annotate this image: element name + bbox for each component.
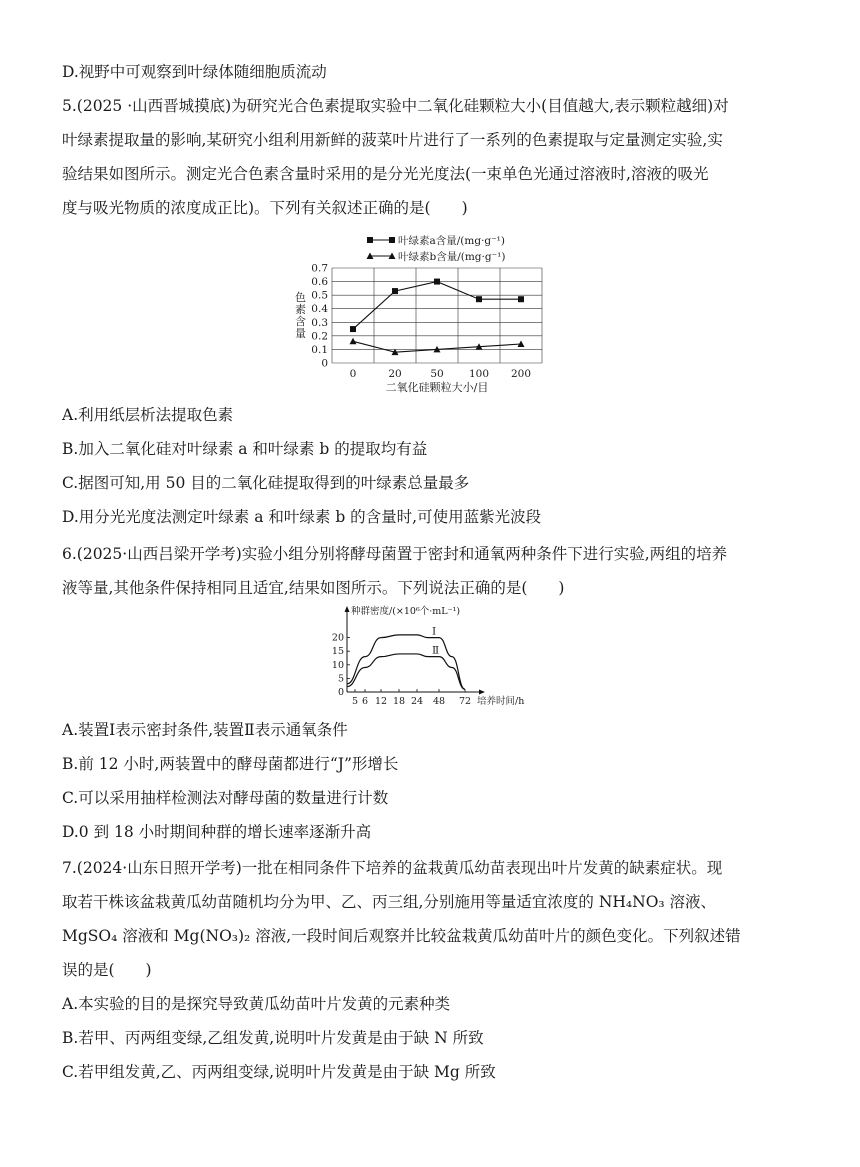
data-point-triangle: [350, 338, 357, 345]
y-tick-label: 0.4: [311, 303, 328, 316]
y-tick-label: 15: [331, 646, 344, 658]
data-point-square: [350, 326, 356, 332]
x-axis-label: 培养时间/h: [477, 696, 525, 707]
data-point-square: [434, 279, 440, 285]
question-6-stem: 液等量,其他条件保持相同且适宜,结果如图所示。下列说法正确的是( ): [62, 579, 565, 597]
option-6b: B.前 12 小时,两装置中的酵母菌都进行“J”形增长: [62, 755, 399, 773]
figure-pigment-chart: [280, 230, 580, 398]
question-7-stem: 7.(2024·山东日照开学考)一批在相同条件下培养的盆栽黄瓜幼苗表现出叶片发黄的缺素症状。现: [62, 859, 723, 877]
y-tick-label: 5: [337, 673, 344, 685]
x-tick-label: 200: [510, 368, 532, 380]
option-5d: D.用分光光度法测定叶绿素 a 和叶绿素 b 的含量时,可使用蓝紫光波段: [62, 508, 542, 526]
y-tick-label: 0.3: [311, 316, 328, 329]
option-6c: C.可以采用抽样检测法对酵母菌的数量进行计数: [62, 789, 389, 807]
data-point-square: [476, 296, 482, 302]
y-tick-label: 0.2: [311, 330, 328, 343]
yeast-density-chart: [325, 604, 545, 710]
option-5d: D.视野中可观察到叶绿体随细胞质流动: [62, 63, 327, 81]
data-point-square: [392, 288, 398, 294]
x-tick-label: 0: [349, 368, 357, 380]
option-6d: D.0 到 18 小时期间种群的增长速率逐渐升高: [62, 823, 372, 841]
option-7b: B.若甲、丙两组变绿,乙组发黄,说明叶片发黄是由于缺 N 所致: [62, 1029, 484, 1047]
question-7-stem: 误的是( ): [62, 961, 152, 979]
y-tick-label: 0.7: [311, 262, 328, 275]
question-5-stem: 验结果如图所示。测定光合色素含量时采用的是分光光度法(一束单色光通过溶液时,溶液的吸光: [62, 165, 709, 183]
y-tick-label: 0.5: [311, 289, 328, 302]
y-tick-label: 10: [331, 659, 344, 671]
y-axis-label: 种群密度/(×10⁶个·mL⁻¹): [351, 606, 461, 617]
option-6a: A.装置Ⅰ表示密封条件,装置Ⅱ表示通氧条件: [62, 721, 348, 739]
data-point-square: [518, 296, 524, 302]
legend-marker-square: [367, 237, 373, 243]
question-5-stem: 度与吸光物质的浓度成正比)。下列有关叙述正确的是( ): [62, 199, 468, 217]
population-curve: [347, 635, 465, 689]
x-tick-label: 72: [458, 696, 472, 707]
question-7-stem: MgSO₄ 溶液和 Mg(NO₃)₂ 溶液,一段时间后观察并比较盆栽黄瓜幼苗叶片的颜色变化。下列叙述错: [62, 927, 741, 945]
curve-label: Ⅱ: [432, 644, 440, 657]
question-5-stem: 叶绿素提取量的影响,某研究小组利用新鲜的菠菜叶片进行了一系列的色素提取与定量测定实验,实: [62, 131, 723, 149]
legend-label: 叶绿素b含量/(mg·g⁻¹): [398, 251, 506, 263]
pigment-line-chart: [280, 230, 580, 398]
question-5-stem: 5.(2025 ·山西晋城摸底)为研究光合色素提取实验中二氧化硅颗粒大小(目值越大,表示颗粒越细)对: [62, 97, 729, 115]
x-tick-label: 18: [392, 696, 406, 707]
option-5a: A.利用纸层析法提取色素: [62, 406, 234, 424]
y-axis-label: 色素含量: [293, 291, 307, 340]
x-tick-label: 20: [388, 368, 402, 380]
y-tick-label: 0: [337, 687, 344, 698]
y-tick-label: 20: [331, 632, 344, 644]
x-tick-label: 24: [410, 696, 424, 707]
series-line: [353, 282, 521, 329]
x-tick-label: 100: [468, 368, 490, 380]
x-tick-label: 5: [351, 696, 359, 707]
figure-yeast-chart: [325, 604, 545, 710]
option-5c: C.据图可知,用 50 目的二氧化硅提取得到的叶绿素总量最多: [62, 474, 470, 492]
y-tick-label: 0: [321, 357, 328, 370]
option-7a: A.本实验的目的是探究导致黄瓜幼苗叶片发黄的元素种类: [62, 995, 451, 1013]
x-tick-label: 12: [374, 696, 388, 707]
x-axis-label: 二氧化硅颗粒大小/目: [385, 381, 489, 394]
x-tick-label: 48: [432, 696, 446, 707]
question-7-stem: 取若干株该盆栽黄瓜幼苗随机均分为甲、乙、丙三组,分别施用等量适宜浓度的 NH₄NO₃ 溶液、: [62, 893, 717, 911]
option-7c: C.若甲组发黄,乙、丙两组变绿,说明叶片发黄是由于缺 Mg 所致: [62, 1063, 496, 1081]
y-axis-arrow: [345, 606, 350, 612]
y-tick-label: 0.6: [311, 276, 328, 289]
y-tick-label: 0.1: [311, 343, 328, 356]
curve-label: Ⅰ: [432, 625, 437, 638]
option-5b: B.加入二氧化硅对叶绿素 a 和叶绿素 b 的提取均有益: [62, 440, 428, 458]
legend-marker-square: [389, 237, 395, 243]
x-tick-label: 50: [430, 368, 444, 380]
legend-label: 叶绿素a含量/(mg·g⁻¹): [398, 235, 505, 247]
x-axis-arrow: [479, 690, 485, 695]
population-curve: [347, 654, 465, 689]
x-tick-label: 6: [361, 696, 369, 707]
question-6-stem: 6.(2025·山西吕梁开学考)实验小组分别将酵母菌置于密封和通氧两种条件下进行实验,两组的培养: [62, 545, 728, 563]
